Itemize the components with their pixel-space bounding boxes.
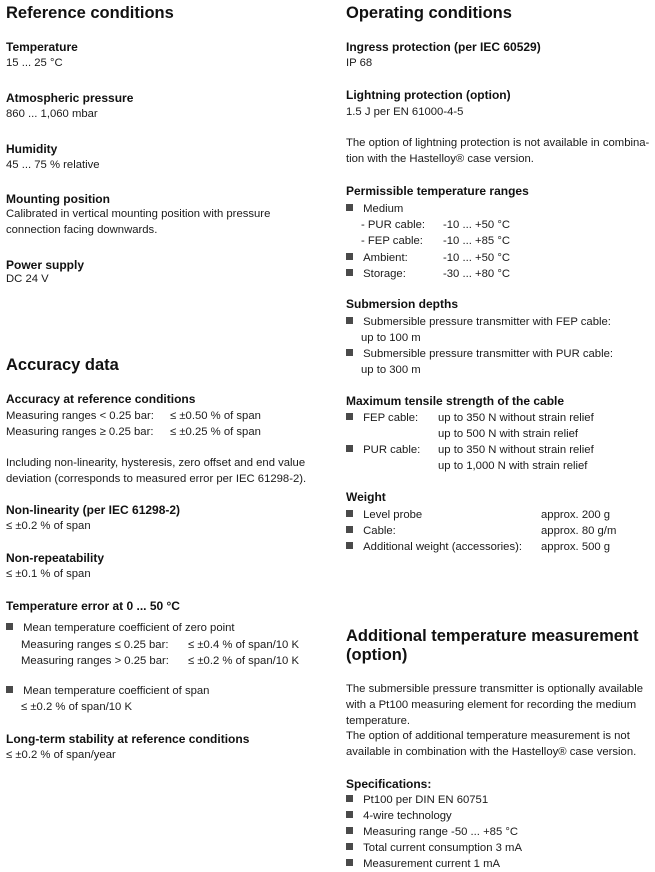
bullet-square-icon (346, 843, 353, 850)
tensile-fep-value-1: up to 350 N without strain relief (438, 412, 594, 424)
spec-item-text: Total current consumption 3 mA (363, 842, 522, 854)
bullet-square-icon (346, 526, 353, 533)
bullet-square-icon (346, 827, 353, 834)
submersion-fep-value: up to 100 m (361, 332, 421, 344)
weight-row-value: approx. 200 g (541, 509, 611, 521)
zero-point-row-name: Measuring ranges > 0.25 bar: (21, 655, 169, 667)
spec-item-text: 4-wire technology (363, 810, 452, 822)
accuracy-row-value: ≤ ±0.50 % of span (170, 410, 261, 422)
ingress-protection-label: Ingress protection (per IEC 60529) (346, 40, 541, 54)
spec-item-text: Measurement current 1 mA (363, 858, 501, 870)
mounting-position-text-2: connection facing downwards. (6, 224, 158, 236)
specifications-label: Specifications: (346, 777, 432, 791)
ambient-temp-row (346, 250, 510, 266)
additional-text-4: The option of additional temperature measurement is not (346, 730, 630, 742)
weight-row-name: Level probe (363, 509, 423, 521)
weight-row-name: Cable: (363, 525, 396, 537)
submersion-pur-text: Submersible pressure transmitter with PUR cable: (363, 348, 614, 360)
bullet-square-icon (346, 317, 353, 324)
lightning-protection-label: Lightning protection (option) (346, 88, 511, 102)
zero-point-text: Mean temperature coefficient of zero point (23, 622, 235, 634)
zero-point-row-value: ≤ ±0.2 % of span/10 K (188, 655, 299, 667)
spec-item (346, 808, 452, 824)
fep-cable-temp-value: -10 ... +85 °C (443, 235, 510, 247)
accuracy-note-1: Including non-linearity, hysteresis, zero offset and end value (6, 457, 306, 469)
temperature-error-label: Temperature error at 0 ... 50 °C (6, 599, 180, 613)
additional-temp-title-1: Additional temperature measurement (346, 627, 639, 645)
tensile-pur-value-1: up to 350 N without strain relief (438, 444, 594, 456)
pur-cable-temp-value: -10 ... +50 °C (443, 219, 510, 231)
long-term-stability-value: ≤ ±0.2 % of span/year (6, 749, 116, 761)
submersion-pur-item (346, 346, 613, 362)
accuracy-reference-label: Accuracy at reference conditions (6, 392, 196, 406)
submersion-depths-label: Submersion depths (346, 297, 459, 311)
submersion-pur-value: up to 300 m (361, 364, 421, 376)
pur-cable-temp-row (361, 217, 510, 233)
storage-temp-name: Storage: (363, 268, 406, 280)
weight-row (346, 523, 617, 539)
long-term-stability-label: Long-term stability at reference conditions (6, 732, 250, 746)
accuracy-row-name: Measuring ranges ≥ 0.25 bar: (6, 426, 154, 438)
additional-text-2: with a Pt100 measuring element for recording the medium (346, 699, 637, 711)
operating-conditions-title: Operating conditions (346, 4, 512, 22)
non-repeatability-value: ≤ ±0.1 % of span (6, 568, 91, 580)
lightning-protection-value: 1.5 J per EN 61000-4-5 (346, 106, 464, 118)
weight-row (346, 539, 611, 555)
lightning-note-2: tion with the Hastelloy® case version. (346, 153, 534, 165)
additional-text-1: The submersible pressure transmitter is optionally available (346, 683, 643, 695)
bullet-square-icon (6, 686, 13, 693)
accuracy-row (6, 424, 261, 440)
mounting-position-text-1: Calibrated in vertical mounting position with pressure (6, 208, 271, 220)
tensile-pur-value-2: up to 1,000 N with strain relief (438, 460, 588, 472)
bullet-square-icon (346, 445, 353, 452)
bullet-square-icon (346, 510, 353, 517)
zero-point-row (21, 637, 299, 653)
accuracy-row-name: Measuring ranges < 0.25 bar: (6, 410, 154, 422)
tensile-fep-name: FEP cable: (363, 412, 419, 424)
span-item (6, 683, 209, 699)
zero-point-row (21, 653, 299, 669)
humidity-label: Humidity (6, 142, 58, 156)
temperature-value: 15 ... 25 °C (6, 57, 63, 69)
bullet-square-icon (6, 623, 13, 630)
power-supply-value: DC 24 V (6, 273, 49, 285)
storage-temp-row (346, 266, 510, 282)
power-supply-label: Power supply (6, 258, 85, 272)
fep-cable-temp-name: - FEP cable: (361, 235, 423, 247)
zero-point-item (6, 620, 235, 636)
bullet-square-icon (346, 269, 353, 276)
tensile-fep-value-2: up to 500 N with strain relief (438, 428, 579, 440)
tensile-strength-label: Maximum tensile strength of the cable (346, 394, 565, 408)
weight-row (346, 507, 611, 523)
spec-item (346, 792, 488, 808)
additional-temp-title-2: (option) (346, 646, 408, 664)
ingress-protection-value: IP 68 (346, 57, 373, 69)
pur-cable-temp-name: - PUR cable: (361, 219, 426, 231)
zero-point-row-name: Measuring ranges ≤ 0.25 bar: (21, 639, 169, 651)
submersion-fep-item (346, 314, 611, 330)
accuracy-row (6, 408, 261, 424)
non-linearity-label: Non-linearity (per IEC 61298-2) (6, 503, 181, 517)
bullet-square-icon (346, 542, 353, 549)
ambient-temp-value: -10 ... +50 °C (443, 252, 510, 264)
spec-item (346, 824, 518, 840)
accuracy-note-2: deviation (corresponds to measured error per IEC 61298-2). (6, 473, 307, 485)
accuracy-data-title: Accuracy data (6, 356, 119, 374)
tensile-pur-name: PUR cable: (363, 444, 421, 456)
spec-item (346, 856, 500, 872)
bullet-square-icon (346, 253, 353, 260)
bullet-square-icon (346, 795, 353, 802)
bullet-square-icon (346, 204, 353, 211)
temperature-ranges-label: Permissible temperature ranges (346, 184, 529, 198)
weight-row-value: approx. 500 g (541, 541, 611, 553)
lightning-note-1: The option of lightning protection is not available in combina- (346, 137, 650, 149)
medium-label: Medium (363, 203, 404, 215)
tensile-pur-row (346, 442, 594, 458)
atmospheric-pressure-label: Atmospheric pressure (6, 91, 134, 105)
ambient-temp-name: Ambient: (363, 252, 408, 264)
submersion-fep-text: Submersible pressure transmitter with FEP cable: (363, 316, 611, 328)
humidity-value: 45 ... 75 % relative (6, 159, 100, 171)
bullet-square-icon (346, 811, 353, 818)
accuracy-row-value: ≤ ±0.25 % of span (170, 426, 261, 438)
fep-cable-temp-row (361, 233, 510, 249)
non-repeatability-label: Non-repeatability (6, 551, 105, 565)
weight-row-name: Additional weight (accessories): (363, 541, 522, 553)
non-linearity-value: ≤ ±0.2 % of span (6, 520, 91, 532)
span-text: Mean temperature coefficient of span (23, 685, 210, 697)
tensile-fep-row (346, 410, 594, 426)
bullet-square-icon (346, 859, 353, 866)
bullet-square-icon (346, 413, 353, 420)
storage-temp-value: -30 ... +80 °C (443, 268, 510, 280)
atmospheric-pressure-value: 860 ... 1,060 mbar (6, 108, 98, 120)
medium-item (346, 201, 403, 217)
additional-text-5: available in combination with the Hastelloy® case version. (346, 746, 637, 758)
zero-point-row-value: ≤ ±0.4 % of span/10 K (188, 639, 299, 651)
temperature-label: Temperature (6, 40, 78, 54)
spec-item (346, 840, 522, 856)
span-value: ≤ ±0.2 % of span/10 K (21, 701, 132, 713)
weight-row-value: approx. 80 g/m (541, 525, 617, 537)
reference-conditions-title: Reference conditions (6, 4, 174, 22)
spec-item-text: Pt100 per DIN EN 60751 (363, 794, 489, 806)
additional-text-3: temperature. (346, 715, 411, 727)
weight-label: Weight (346, 490, 386, 504)
bullet-square-icon (346, 349, 353, 356)
mounting-position-label: Mounting position (6, 192, 110, 206)
spec-item-text: Measuring range -50 ... +85 °C (363, 826, 519, 838)
